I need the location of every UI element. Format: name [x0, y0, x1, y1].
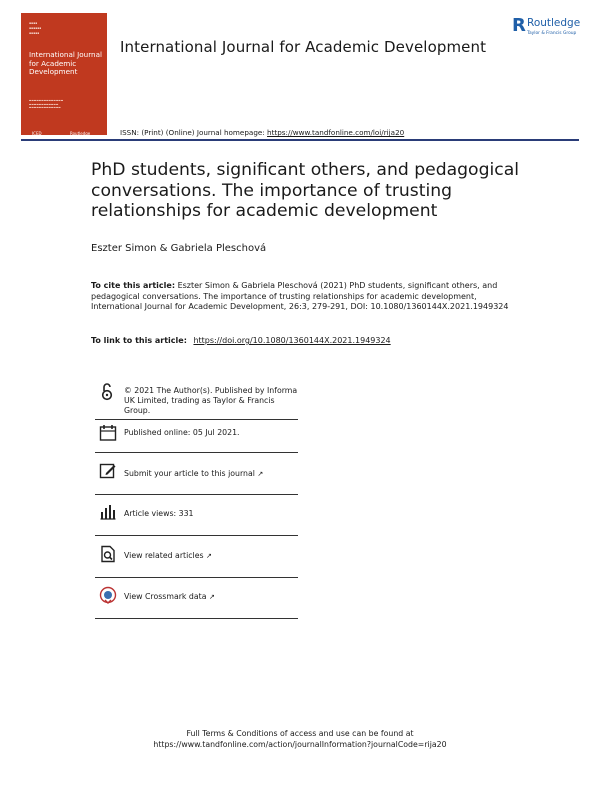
license-row — [95, 383, 298, 419]
edit-icon — [99, 462, 117, 480]
divider — [95, 618, 298, 619]
citation-block — [91, 281, 511, 313]
bar-chart-icon — [99, 503, 117, 521]
license-text: © 2021 The Author(s). Published by Informa UK Limited, trading as Taylor & Francis Group. — [124, 386, 298, 415]
published-date: Published online: 05 Jul 2021. — [124, 428, 240, 437]
crossmark-link[interactable] — [124, 592, 300, 603]
divider — [95, 494, 298, 495]
journal-homepage-link[interactable]: https://www.tandfonline.com/loi/rija20 — [267, 128, 405, 137]
article-title: PhD students, significant others, and pedagogical conversations. The importance of trusting relationships for academic development — [91, 160, 520, 221]
footer — [0, 728, 600, 750]
link-label: To link to this article: — [91, 336, 187, 345]
open-access-icon — [99, 383, 117, 401]
journal-title[interactable]: International Journal for Academic Development — [120, 38, 487, 56]
related-articles-icon — [99, 545, 117, 563]
article-doi-link[interactable]: https://doi.org/10.1080/1360144X.2021.1949324 — [193, 336, 391, 345]
journal-cover-image — [21, 13, 107, 135]
external-link-icon: ↗ — [257, 470, 264, 478]
crossmark-text[interactable]: View Crossmark data — [124, 592, 207, 601]
external-link-icon: ↗ — [208, 593, 215, 601]
submit-article-link[interactable] — [124, 469, 300, 480]
cover-logo-routledge: Routledge — [70, 131, 91, 136]
routledge-r-icon: R — [512, 15, 526, 36]
footer-terms-link[interactable]: https://www.tandfonline.com/action/journalInformation?journalCode=rija20 — [153, 740, 447, 749]
related-row[interactable] — [95, 545, 298, 565]
article-link-line — [91, 336, 391, 345]
cover-small-text: ▪▪▪▪ — [29, 21, 38, 25]
published-row — [95, 424, 298, 444]
related-text[interactable]: View related articles — [124, 551, 204, 560]
crossmark-row[interactable] — [95, 586, 298, 606]
publisher-logo — [512, 16, 596, 40]
citation-text: Eszter Simon & Gabriela Pleschová (2021) PhD students, significant others, and pedagogical conversations. The importance of trusting relationships for academic development, International Journal for Academic Development, 26:3, 279-291, DOI: 10.1080/1360144X.2021.1949324 — [91, 281, 509, 312]
issn-label: ISSN: (Print) (Online) Journal homepage: — [120, 128, 265, 137]
article-authors: Eszter Simon & Gabriela Pleschová — [91, 243, 267, 254]
crossmark-icon — [99, 586, 117, 604]
divider — [95, 452, 298, 453]
citation-label: To cite this article: — [91, 281, 176, 290]
issn-line — [120, 128, 404, 137]
submit-row[interactable] — [95, 462, 298, 482]
divider — [95, 535, 298, 536]
cover-small-text: ▪▪▪▪▪ — [29, 31, 40, 35]
calendar-icon — [99, 424, 117, 442]
views-row — [95, 503, 298, 523]
article-views: Article views: 331 — [124, 509, 194, 518]
publisher-name: Routledge — [527, 17, 581, 29]
divider — [95, 419, 298, 420]
cover-small-text: ▪▪▪▪▪▪ — [29, 26, 42, 30]
cover-blurb: ▬▬▬▬▬▬▬▬▬▬▬▬▬▬ ▬▬▬▬▬▬▬▬▬▬▬▬ ▬▬▬▬▬▬▬▬▬▬▬▬▬ — [29, 99, 64, 110]
publisher-tagline: Taylor & Francis Group — [527, 31, 577, 36]
divider — [95, 577, 298, 578]
footer-terms-text: Full Terms & Conditions of access and use can be found at — [186, 729, 414, 738]
header-divider — [21, 139, 579, 141]
cover-title: International Journal for Academic Development — [29, 50, 103, 77]
submit-text[interactable]: Submit your article to this journal — [124, 469, 255, 478]
cover-logo-iced: ICED — [32, 131, 42, 136]
related-articles-link[interactable] — [124, 551, 300, 562]
external-link-icon: ↗ — [206, 552, 212, 560]
